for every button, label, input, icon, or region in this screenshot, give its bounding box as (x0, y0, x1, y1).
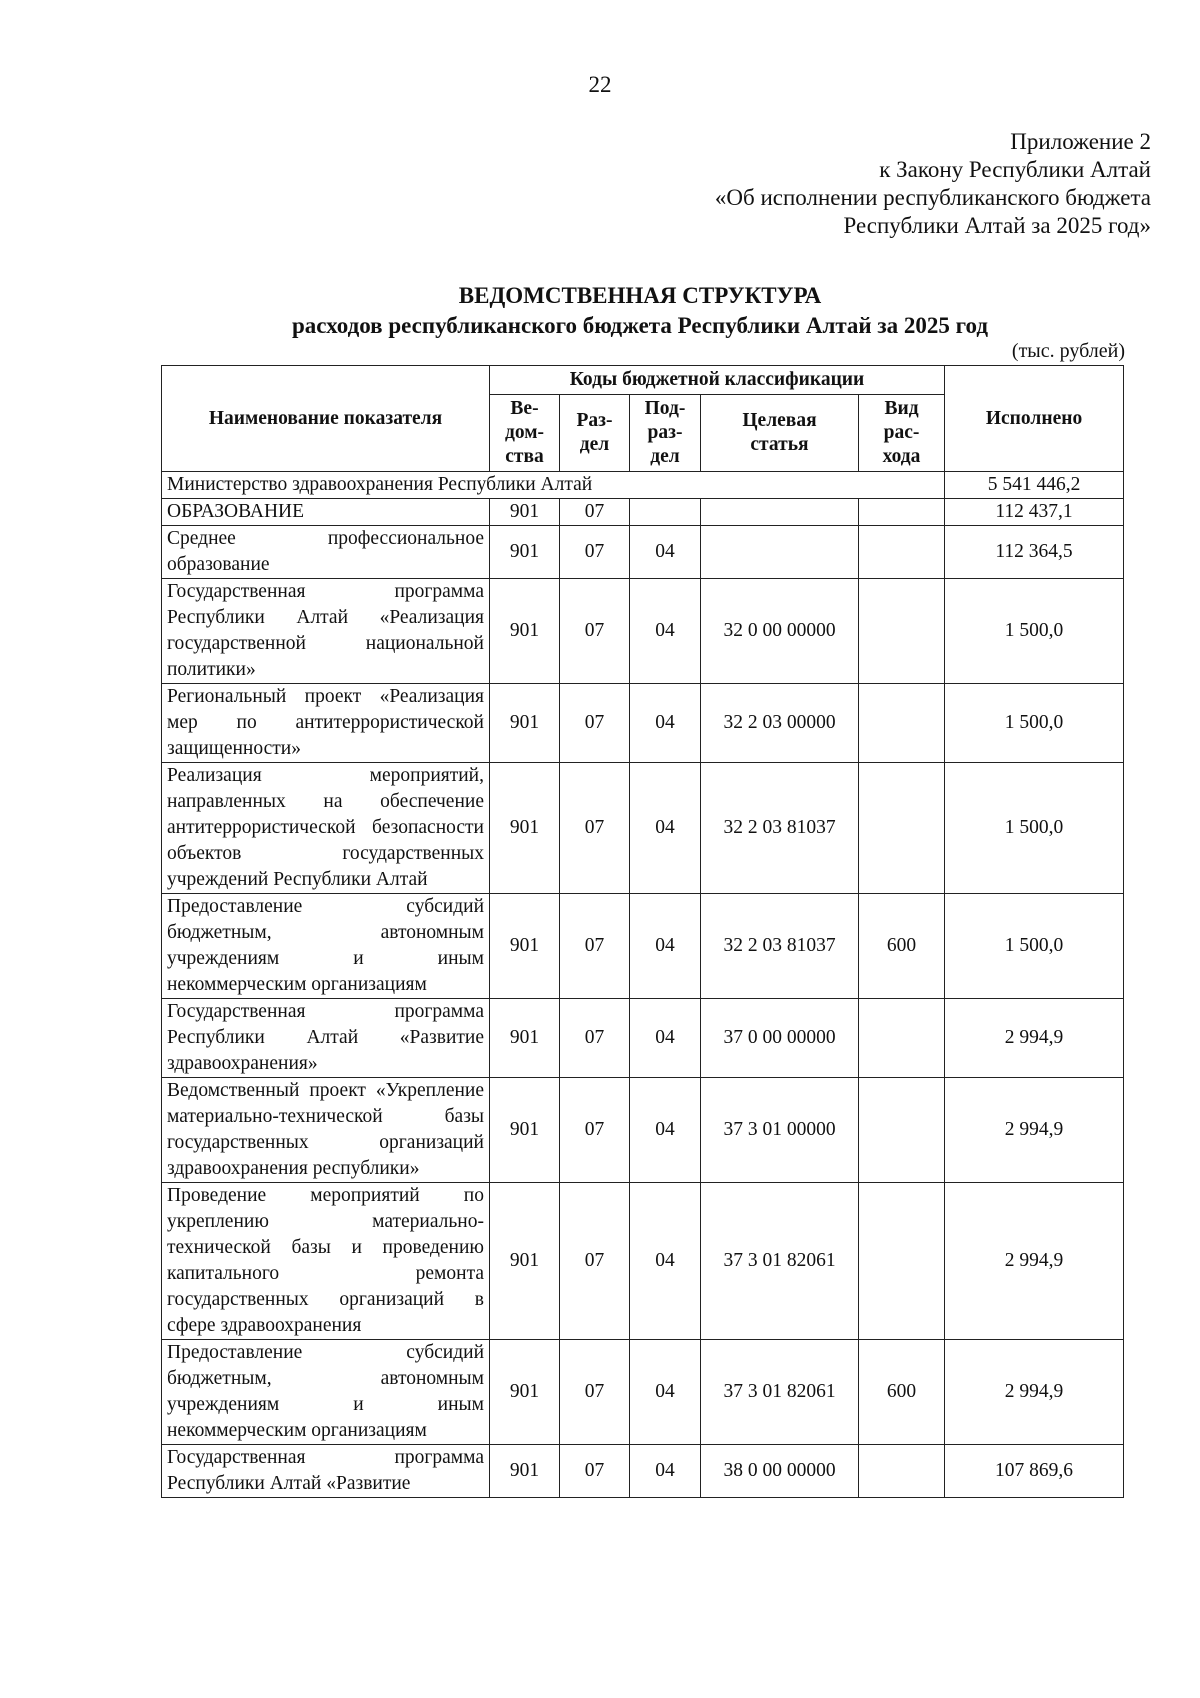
row-expense-type (859, 1078, 945, 1183)
row-name: Государственная программа Республики Алтай «Развитие (162, 1445, 490, 1498)
row-subsection: 04 (630, 1340, 701, 1445)
row-section: 07 (560, 1183, 630, 1340)
table-row (162, 579, 1124, 684)
row-expense-type (859, 579, 945, 684)
row-department: 901 (490, 999, 560, 1078)
row-department: 901 (490, 684, 560, 763)
row-section: 07 (560, 526, 630, 579)
row-target: 32 2 03 81037 (701, 763, 859, 894)
header-subsection: Под- раз- дел (630, 395, 701, 472)
row-target: 38 0 00 00000 (701, 1445, 859, 1498)
row-amount: 2 994,9 (945, 1078, 1124, 1183)
appendix-line: «Об исполнении республиканского бюджета (714, 185, 1151, 210)
header-row (162, 366, 1124, 395)
row-subsection: 04 (630, 999, 701, 1078)
row-target: 32 2 03 81037 (701, 894, 859, 999)
subtitle-line: расходов республиканского бюджета Республики Алтай за 2025 год (291, 313, 989, 338)
header-department: Ве- дом- ства (490, 395, 560, 472)
row-subsection (630, 499, 701, 526)
row-section: 07 (560, 1340, 630, 1445)
table-row (162, 499, 1124, 526)
header-executed: Исполнено (945, 366, 1124, 472)
row-name: Среднее профессиональное образование (162, 526, 490, 579)
row-section: 07 (560, 684, 630, 763)
header-section: Раз- дел (560, 395, 630, 472)
row-subsection: 04 (630, 526, 701, 579)
row-department: 901 (490, 499, 560, 526)
row-name: Региональный проект «Реализация мер по антитеррористической защищенности» (162, 684, 490, 763)
table-row (162, 1183, 1124, 1340)
row-name: Государственная программа Республики Алтай «Развитие здравоохранения» (162, 999, 490, 1078)
row-section: 07 (560, 499, 630, 526)
row-subsection: 04 (630, 1078, 701, 1183)
row-amount: 1 500,0 (945, 894, 1124, 999)
table-row (162, 763, 1124, 894)
ministry-name: Министерство здравоохранения Республики Алтай (162, 472, 945, 499)
table-row (162, 684, 1124, 763)
row-name: Предоставление субсидий бюджетным, автономным учреждениям и иным некоммерческим организациям (162, 894, 490, 999)
row-target: 37 3 01 00000 (701, 1078, 859, 1183)
header-expense-type: Вид рас- хода (859, 395, 945, 472)
row-section: 07 (560, 999, 630, 1078)
row-name: ОБРАЗОВАНИЕ (162, 499, 490, 526)
row-section: 07 (560, 579, 630, 684)
row-target (701, 499, 859, 526)
row-expense-type (859, 1445, 945, 1498)
row-amount: 2 994,9 (945, 1183, 1124, 1340)
row-amount: 2 994,9 (945, 999, 1124, 1078)
appendix-line: Приложение 2 (1010, 129, 1151, 154)
header-name: Наименование показателя (162, 366, 490, 472)
row-target (701, 526, 859, 579)
row-department: 901 (490, 1340, 560, 1445)
row-subsection: 04 (630, 579, 701, 684)
appendix-line: к Закону Республики Алтай (879, 157, 1151, 182)
table-row (162, 894, 1124, 999)
row-expense-type (859, 499, 945, 526)
title-line: ВЕДОМСТВЕННАЯ СТРУКТУРА (458, 283, 822, 308)
row-name: Предоставление субсидий бюджетным, автономным учреждениям и иным некоммерческим организациям (162, 1340, 490, 1445)
row-amount: 112 437,1 (945, 499, 1124, 526)
row-target: 32 2 03 00000 (701, 684, 859, 763)
row-department: 901 (490, 894, 560, 999)
row-subsection: 04 (630, 894, 701, 999)
row-department: 901 (490, 1445, 560, 1498)
row-section: 07 (560, 1445, 630, 1498)
row-department: 901 (490, 579, 560, 684)
table-row (162, 526, 1124, 579)
row-name: Проведение мероприятий по укреплению материально-технической базы и проведению капитального ремонта государственных организаций в сфере здравоохранения (162, 1183, 490, 1340)
row-expense-type: 600 (859, 1340, 945, 1445)
row-section: 07 (560, 763, 630, 894)
row-amount: 2 994,9 (945, 1340, 1124, 1445)
appendix-line: Республики Алтай за 2025 год» (843, 213, 1151, 238)
row-name: Реализация мероприятий, направленных на обеспечение антитеррористической безопасности объектов государственных учреждений Республики Алтай (162, 763, 490, 894)
row-expense-type (859, 526, 945, 579)
row-expense-type (859, 684, 945, 763)
table-row (162, 999, 1124, 1078)
budget-table (161, 365, 1124, 1498)
table-row (162, 1340, 1124, 1445)
row-subsection: 04 (630, 1445, 701, 1498)
row-target: 37 3 01 82061 (701, 1183, 859, 1340)
row-section: 07 (560, 894, 630, 999)
row-department: 901 (490, 1183, 560, 1340)
row-section: 07 (560, 1078, 630, 1183)
row-expense-type (859, 763, 945, 894)
row-department: 901 (490, 763, 560, 894)
row-amount: 1 500,0 (945, 684, 1124, 763)
row-amount: 1 500,0 (945, 763, 1124, 894)
table-row (162, 1445, 1124, 1498)
row-expense-type (859, 1183, 945, 1340)
row-name: Ведомственный проект «Укрепление материально-технической базы государственных организаций здравоохранения республики» (162, 1078, 490, 1183)
ministry-row (162, 472, 1124, 499)
row-subsection: 04 (630, 684, 701, 763)
header-codes-group: Коды бюджетной классификации (490, 366, 945, 395)
row-subsection: 04 (630, 763, 701, 894)
row-target: 37 3 01 82061 (701, 1340, 859, 1445)
row-expense-type: 600 (859, 894, 945, 999)
document-title (160, 281, 1120, 341)
row-subsection: 04 (630, 1183, 701, 1340)
row-amount: 112 364,5 (945, 526, 1124, 579)
units-label: (тыс. рублей) (1011, 340, 1125, 362)
appendix-note (715, 128, 1151, 240)
table-row (162, 1078, 1124, 1183)
row-name: Государственная программа Республики Алтай «Реализация государственной национальной политики» (162, 579, 490, 684)
row-target: 37 0 00 00000 (701, 999, 859, 1078)
row-target: 32 0 00 00000 (701, 579, 859, 684)
row-amount: 107 869,6 (945, 1445, 1124, 1498)
row-expense-type (859, 999, 945, 1078)
page-number: 22 (588, 72, 612, 97)
header-target: Целевая статья (701, 395, 859, 472)
ministry-amount: 5 541 446,2 (945, 472, 1124, 499)
row-department: 901 (490, 526, 560, 579)
row-department: 901 (490, 1078, 560, 1183)
row-amount: 1 500,0 (945, 579, 1124, 684)
